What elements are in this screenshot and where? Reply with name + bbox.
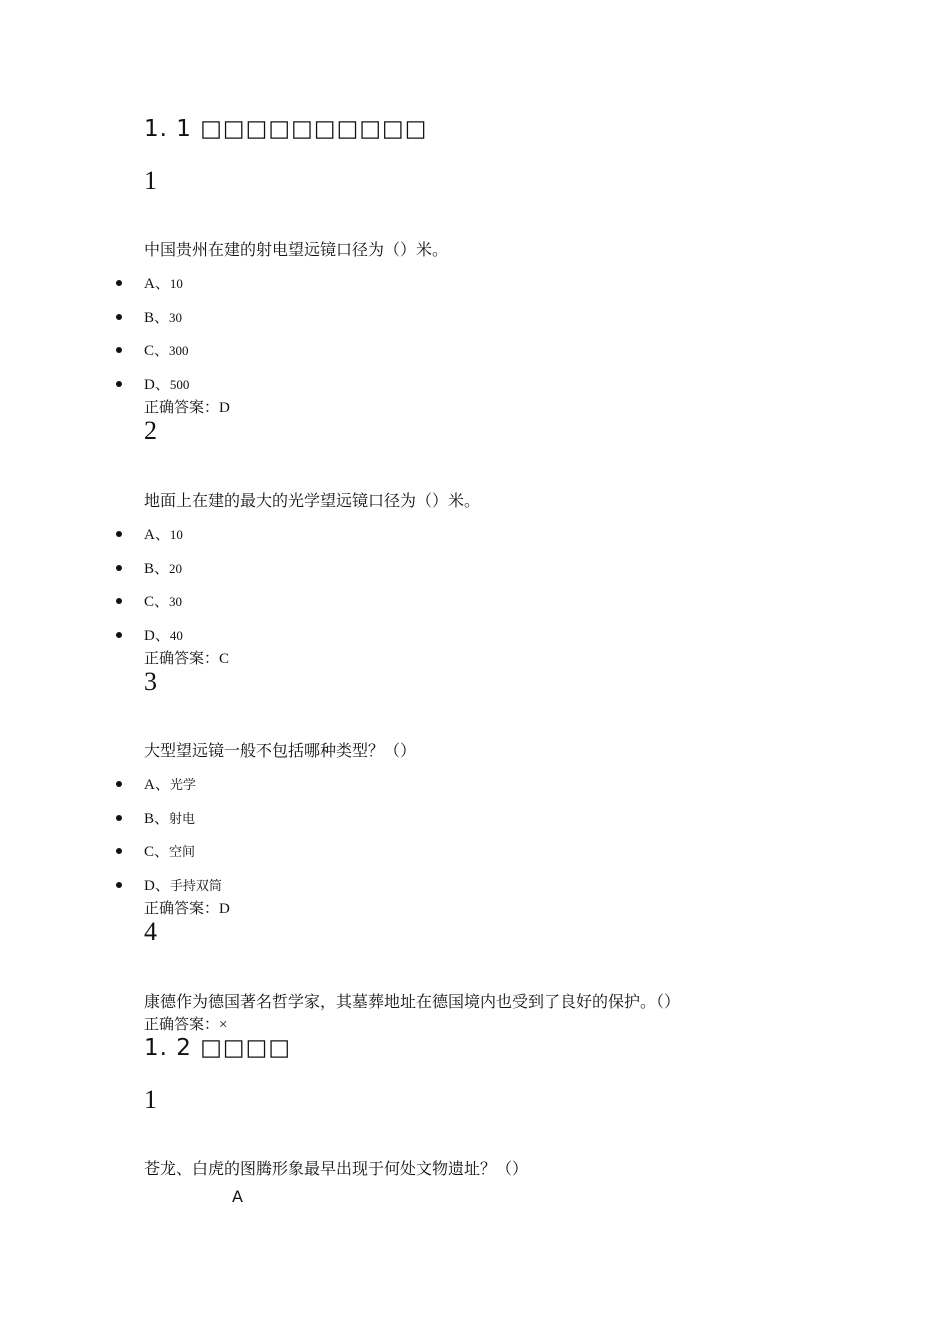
question-number: 1: [144, 1085, 157, 1114]
option-item: B、30: [144, 310, 183, 326]
correct-answer: 正确答案：×: [144, 1015, 228, 1033]
option-item: C、空间: [144, 844, 196, 860]
bullet-icon: [116, 598, 122, 604]
bullet-icon: [116, 848, 122, 854]
bullet-icon: [116, 280, 122, 286]
correct-answer: 正确答案：D: [144, 899, 230, 917]
bullet-icon: [116, 531, 122, 537]
section-title: 1. 2 □□□□: [144, 1035, 292, 1061]
question-text: 苍龙、白虎的图腾形象最早出现于何处文物遗址？（）: [144, 1159, 529, 1178]
bullet-icon: [116, 882, 122, 888]
bullet-icon: [116, 314, 122, 320]
section-title: 1. 1 □□□□□□□□□□: [144, 116, 428, 142]
question-text: 中国贵州在建的射电望远镜口径为（）米。: [144, 240, 449, 259]
question-number: 1: [144, 166, 157, 195]
option-item: B、射电: [144, 811, 196, 827]
question-number: 4: [144, 917, 157, 946]
option-letter: A: [232, 1187, 243, 1206]
option-item: C、300: [144, 343, 189, 359]
question-number: 3: [144, 667, 157, 696]
option-item: A、10: [144, 276, 183, 292]
option-item: C、30: [144, 594, 183, 610]
option-item: D、手持双筒: [144, 878, 222, 894]
option-item: A、光学: [144, 777, 196, 793]
option-item: B、20: [144, 561, 183, 577]
question-text: 地面上在建的最大的光学望远镜口径为（）米。: [144, 491, 481, 510]
bullet-icon: [116, 815, 122, 821]
bullet-icon: [116, 347, 122, 353]
question-text: 大型望远镜一般不包括哪种类型？（）: [144, 741, 417, 760]
bullet-icon: [116, 632, 122, 638]
bullet-icon: [116, 781, 122, 787]
bullet-icon: [116, 381, 122, 387]
option-item: A、10: [144, 527, 183, 543]
question-number: 2: [144, 416, 157, 445]
correct-answer: 正确答案：C: [144, 649, 230, 667]
option-item: D、500: [144, 377, 190, 393]
option-item: D、40: [144, 628, 183, 644]
question-text: 康德作为德国著名哲学家，其墓葬地址在德国境内也受到了良好的保护。（）: [144, 992, 681, 1011]
bullet-icon: [116, 565, 122, 571]
correct-answer: 正确答案：D: [144, 398, 230, 416]
